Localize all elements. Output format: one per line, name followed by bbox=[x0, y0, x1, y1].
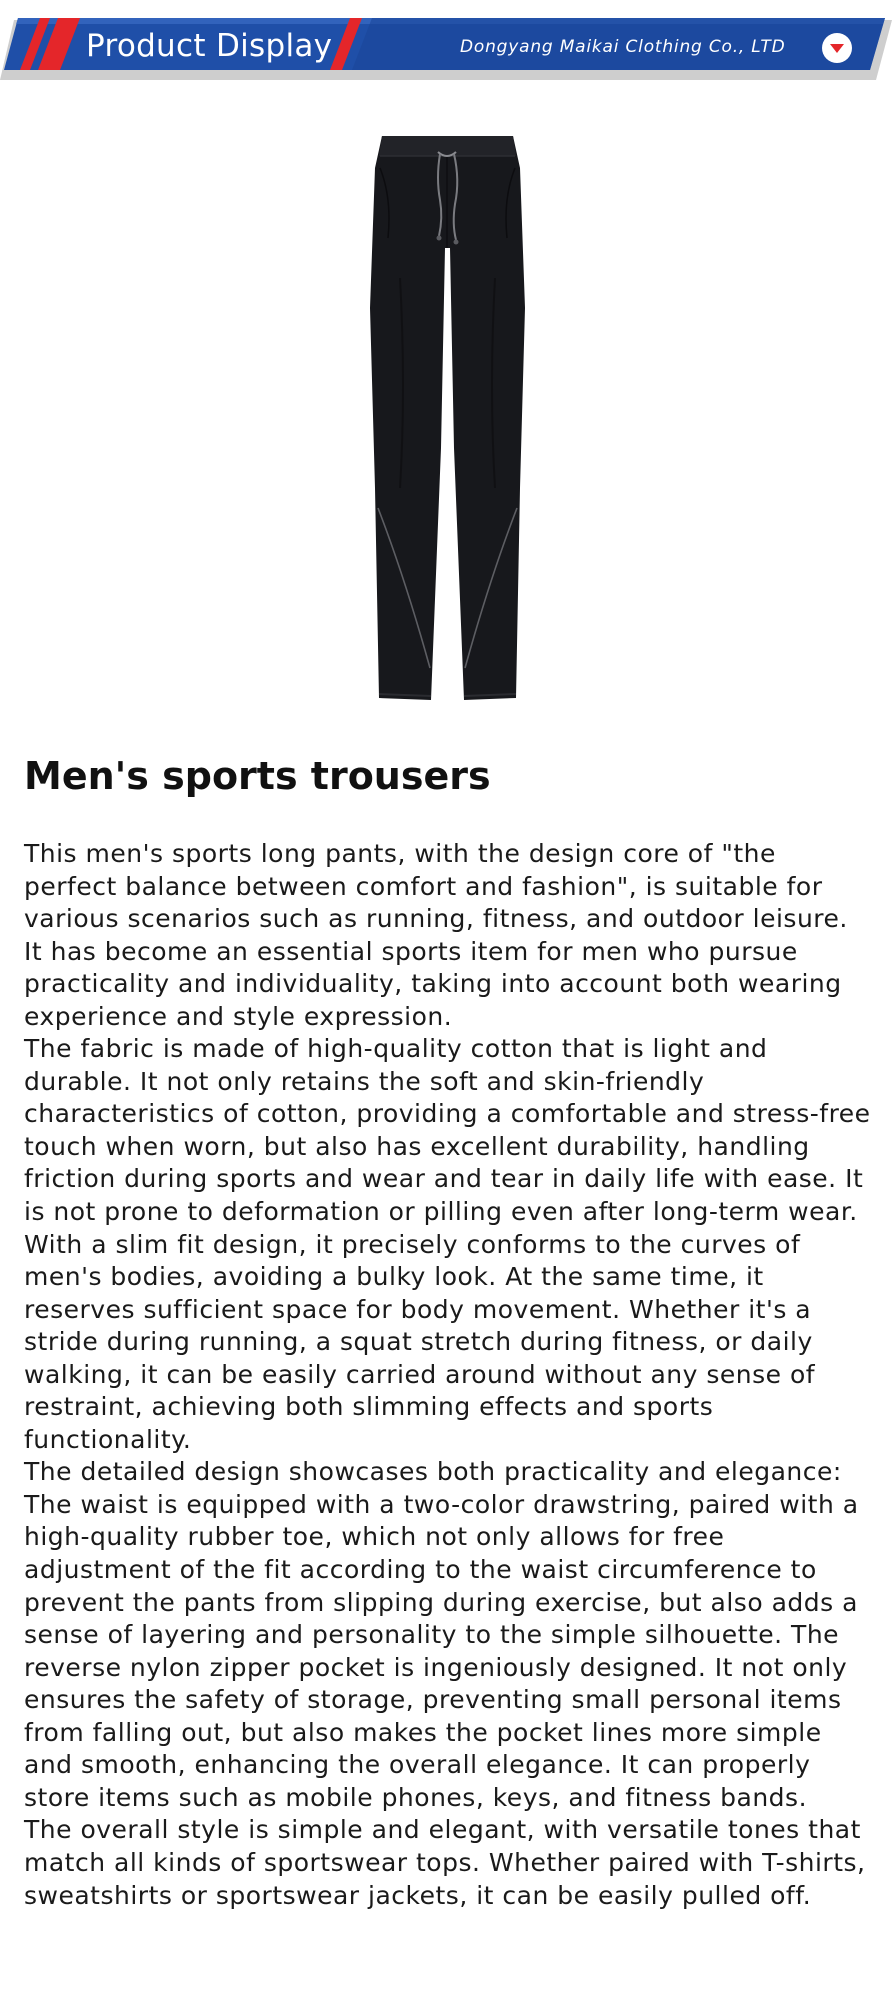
product-title: Men's sports trousers bbox=[24, 754, 491, 798]
product-description bbox=[24, 838, 874, 1912]
description-paragraph: The fabric is made of high-quality cotton that is light and durable. It not only retains the soft and skin-friendly characteristics of cotton, providing a comfortable and stress-free touch when worn, but also has excellent durability, handling friction during sports and wear and tear in daily life with ease. It is not prone to deformation or pilling even after long-term wear. With a slim fit design, it precisely conforms to the curves of men's bodies, avoiding a bulky look. At the same time, it reserves sufficient space for body movement. Whether it's a stride during running, a squat stretch during fitness, or daily walking, it can be easily carried around without any sense of restraint, achieving both slimming effects and sports functionality. bbox=[24, 1034, 871, 1454]
product-image bbox=[370, 128, 525, 703]
banner-title: Product Display bbox=[86, 28, 333, 64]
header-banner bbox=[0, 0, 895, 90]
chevron-down-glyph bbox=[822, 33, 852, 63]
chevron-down-icon[interactable] bbox=[822, 33, 852, 63]
description-paragraph: The overall style is simple and elegant, with versatile tones that match all kinds of sportswear tops. Whether paired with T-shirts, sweatshirts or sportswear jackets, it can be easily pulled off. bbox=[24, 1815, 866, 1910]
company-name: Dongyang Maikai Clothing Co., LTD bbox=[460, 37, 786, 57]
description-paragraph: The detailed design showcases both practicality and elegance: The waist is equipped with a two-color drawstring, paired with a high-quality rubber toe, which not only allows for free adjustment of the fit according to the waist circumference to prevent the pants from slipping during exercise, but also adds a sense of layering and personality to the simple silhouette. The reverse nylon zipper pocket is ingeniously designed. It not only ensures the safety of storage, preventing small personal items from falling out, but also makes the pocket lines more simple and smooth, enhancing the overall elegance. It can properly store items such as mobile phones, keys, and fitness bands. bbox=[24, 1457, 859, 1812]
description-paragraph: This men's sports long pants, with the design core of "the perfect balance between comfort and fashion", is suitable for various scenarios such as running, fitness, and outdoor leisure. It has become an essential sports item for men who pursue practicality and individuality, taking into account both wearing experience and style expression. bbox=[24, 839, 848, 1031]
sports-trousers-photo bbox=[370, 128, 525, 703]
